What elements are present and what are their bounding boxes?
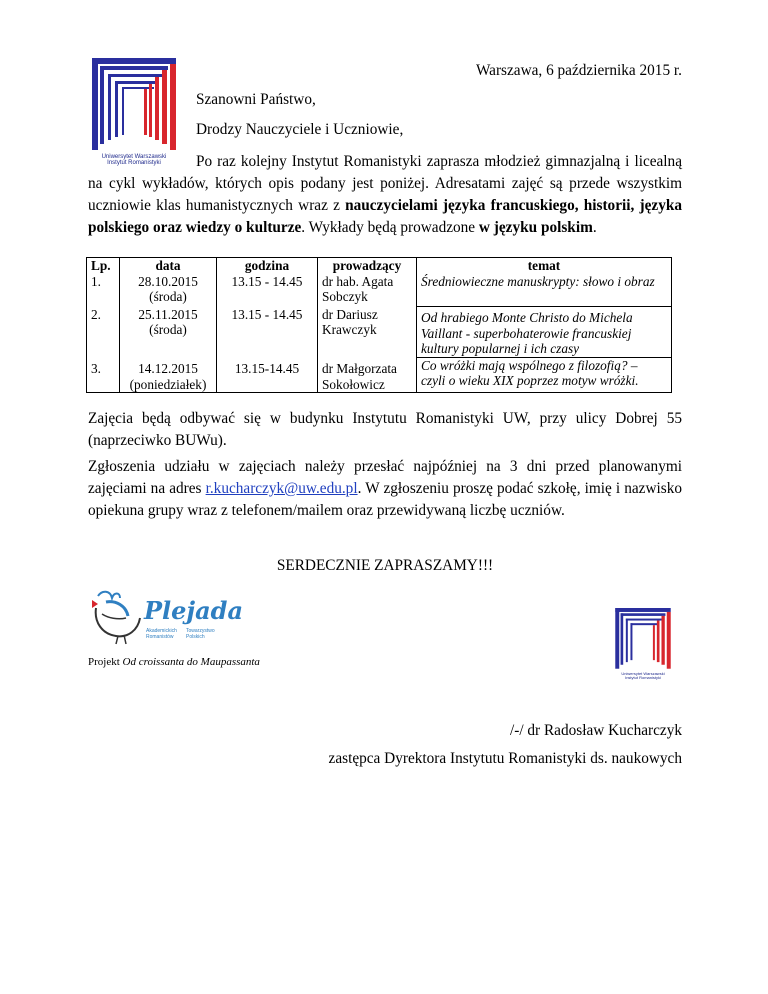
lecture-table (86, 257, 672, 393)
registration-text-2: . W zgłoszeniu proszę podać szkołę, imię i nazwisko opiekuna grupy wraz z telefonem/mailem oraz przewidywaną liczbę uczniów. (88, 480, 683, 519)
signature-role: zastępca Dyrektora Instytutu Romanistyki ds. naukowych (328, 750, 682, 767)
row3-lp: 3. (87, 357, 120, 393)
project-title: Od croissanta do Maupassanta (122, 656, 260, 668)
invitation-text: SERDECZNIE ZAPRASZAMY!!! (276, 557, 494, 574)
header-godzina: godzina (217, 258, 318, 274)
row2-date: 25.11.2015 (środa) (120, 307, 217, 358)
email-link[interactable]: r.kucharczyk@uw.edu.pl (205, 480, 358, 497)
row1-date: 28.10.2015 (środa) (120, 274, 217, 307)
salutation-2: Drodzy Nauczyciele i Uczniowie, (196, 121, 404, 138)
row3-time: 13.15-14.45 (217, 357, 318, 393)
place-date: Warszawa, 6 października 2015 r. (475, 62, 682, 79)
table-row (87, 357, 672, 393)
intro-text-1: Po raz kolejny Instytut Romanistyki zaprasza młodzież gimnazjalną i licealną na cykl wykładów, których opis podany jest poniżej. Adresatami zajęć są przede wszystkim uczniowie klas humanistycznych wraz z (88, 153, 682, 214)
row1-time: 13.15 - 14.45 (217, 274, 318, 307)
plejada-logo (88, 588, 243, 648)
plejada-sub-left: Akademickich Romanistów (146, 628, 177, 640)
table-header-row (87, 258, 672, 274)
intro-text-3: . (592, 219, 597, 236)
row2-lecturer: dr Dariusz Krawczyk (318, 307, 417, 358)
table-row (87, 274, 672, 307)
uw-logo-bottom: Uniwersytet Warszawski Instytut Romanistyki (612, 608, 674, 682)
uw-logo-bottom-mark-icon (612, 608, 674, 674)
row2-lp: 2. (87, 307, 120, 358)
header-data: data (120, 258, 217, 274)
intro-bold-2: w języku polskim (478, 219, 593, 236)
intro-text-2: . Wykłady będą prowadzone (301, 219, 479, 236)
row3-date: 14.12.2015 (poniedziałek) (120, 357, 217, 393)
row1-topic: Średniowieczne manuskrypty: słowo i obraz (417, 274, 672, 307)
row1-lp: 1. (87, 274, 120, 307)
rooster-icon (88, 588, 148, 646)
header-prowadzacy: prowadzący (318, 258, 417, 274)
uw-logo-caption-line1: Uniwersytet Warszawski (101, 154, 167, 160)
row3-lecturer: dr Małgorzata Sokołowicz (318, 357, 417, 393)
plejada-name: Plejada (144, 596, 243, 625)
uw-logo-mark-icon (88, 58, 180, 158)
signature-name: /-/ dr Radosław Kucharczyk (509, 722, 682, 739)
header-temat: temat (417, 258, 672, 274)
intro-bold-1: nauczycielami języka francuskiego, historii, języka polskiego oraz wiedzy o kulturze (88, 197, 682, 236)
location-paragraph: Zajęcia będą odbywać się w budynku Instytutu Romanistyki UW, przy ulicy Dobrej 55 (naprzeciwko BUWu). (88, 410, 682, 449)
uw-logo-caption-line2: Instytut Romanistyki (107, 160, 161, 167)
row2-topic: Od hrabiego Monte Christo do Michela Vaillant - superbohaterowie francuskiej kultury popularnej i ich czasy (417, 307, 672, 358)
intro-paragraph (88, 151, 682, 239)
salutation-1: Szanowni Państwo, (196, 91, 316, 108)
row2-time: 13.15 - 14.45 (217, 307, 318, 358)
table-row (87, 307, 672, 358)
plejada-sub-right: Towarzystwo Polskich (186, 628, 215, 640)
header-lp: Lp. (87, 258, 120, 274)
registration-text-1: Zgłoszenia udziału w zajęciach należy przesłać najpóźniej na 3 dni przed planowanymi zajęciami na adres (88, 458, 682, 497)
row3-topic: Co wróżki mają wspólnego z filozofią? – czyli o wieku XIX poprzez motyw wróżki. (417, 357, 672, 393)
registration-paragraph (88, 456, 682, 522)
project-caption: Projekt Od croissanta do Maupassanta (88, 656, 260, 668)
row1-lecturer: dr hab. Agata Sobczyk (318, 274, 417, 307)
